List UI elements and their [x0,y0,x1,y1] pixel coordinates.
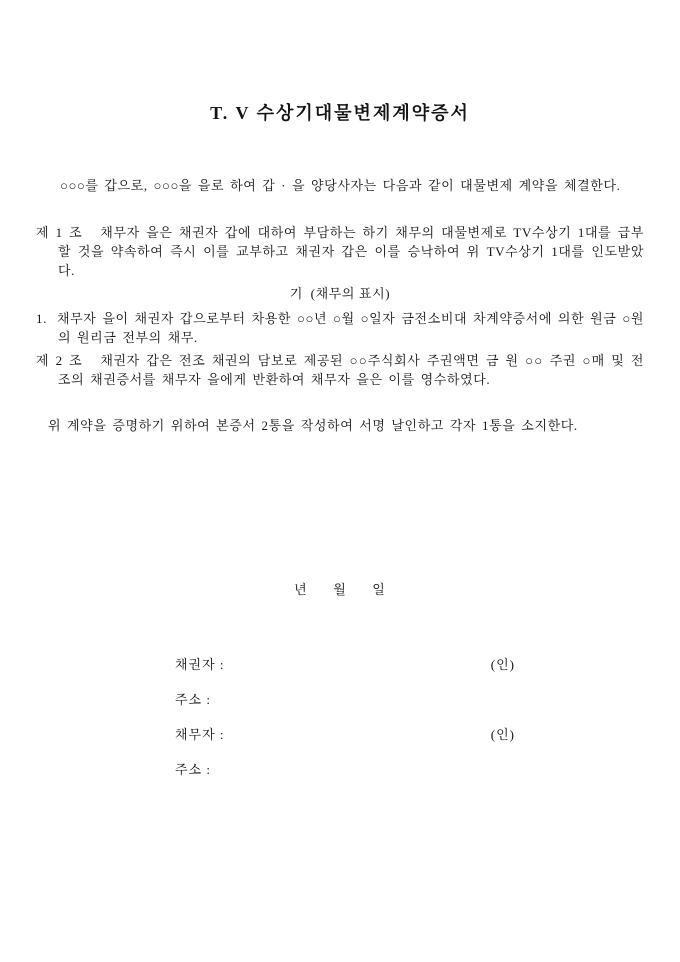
debt-item-1-text: 채무자 을이 채권자 갑으로부터 차용한 ○○년 ○월 ○일자 금전소비대 차계약증서에 의한 원금 ○원의 원리금 전부의 채무. [56,311,644,345]
document-title: T. V 수상기대물변제계약증서 [210,103,470,123]
signature-row-debtor [175,727,515,743]
signature-row-creditor-address [175,692,515,708]
debtor-label: 채무자 : [175,727,225,742]
closing-paragraph: 위 계약을 증명하기 위하여 본증서 2통을 작성하여 서명 날인하고 각자 1통을 소지한다. [48,418,578,433]
debt-description-heading: 기 (채무의 표시) [289,286,391,301]
article-1 [36,223,644,280]
debtor-seal-mark: (인) [490,727,515,742]
debt-item-1 [36,309,644,347]
signature-block [175,657,515,778]
creditor-seal-mark: (인) [490,657,515,672]
article-2-label: 제 2 조 [36,353,83,368]
creditor-address-label: 주소 : [175,692,211,707]
article-1-label: 제 1 조 [36,225,83,240]
article-2 [36,351,644,389]
article-2-text: 채권자 갑은 전조 채권의 담보로 제공된 ○○주식회사 주권액면 금 원 ○○ 주권 ○매 및 전조의 채권증서를 채무자 을에게 반환하여 채무자 을은 이를 영수하였다. [58,353,644,387]
article-1-text: 채무자 을은 채권자 갑에 대하여 부담하는 하기 채무의 대물변제로 TV수상기 1대를 급부할 것을 약속하여 즉시 이를 교부하고 채권자 갑은 이를 승낙하여 위 TV수상기 1대를 인도받았다. [58,225,644,278]
debtor-address-label: 주소 : [175,762,211,777]
signature-row-debtor-address [175,762,515,778]
date-line: 년 월 일 [294,582,386,597]
creditor-label: 채권자 : [175,657,225,672]
signature-row-creditor [175,657,515,673]
intro-paragraph: ○○○를 갑으로, ○○○을 을로 하여 갑 · 을 양당사자는 다음과 같이 대물변제 계약을 체결한다. [60,178,621,193]
debt-item-1-number: 1. [36,311,47,326]
